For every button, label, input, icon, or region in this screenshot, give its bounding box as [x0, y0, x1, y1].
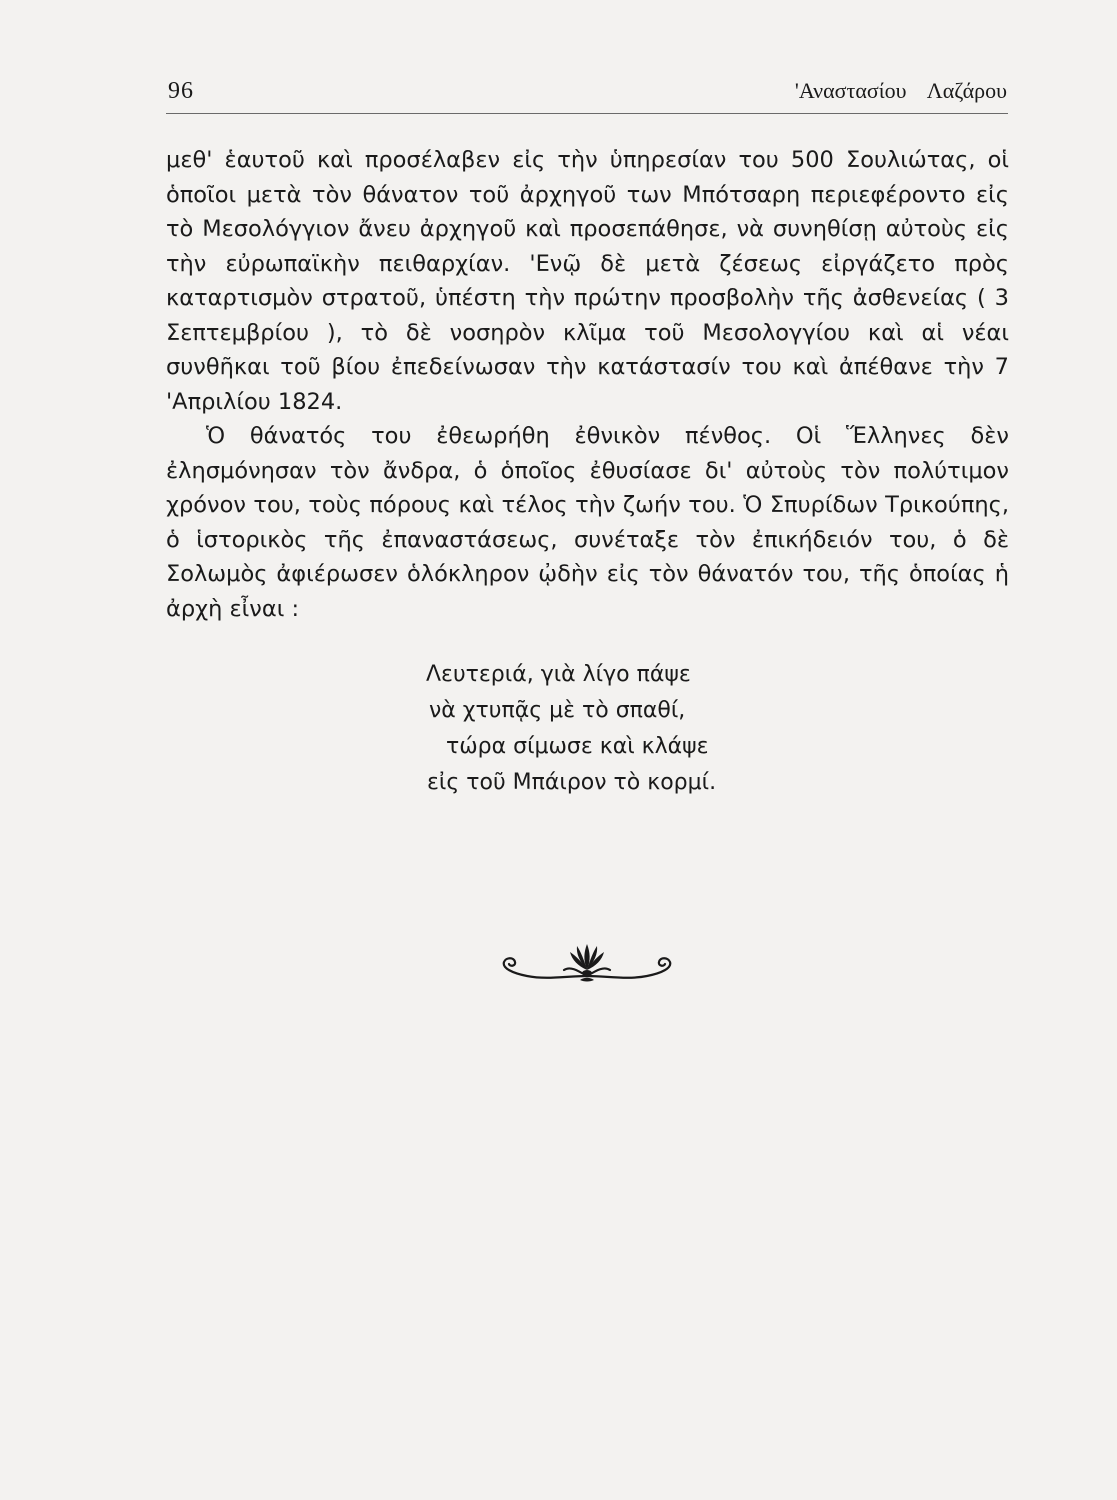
- poem-line: εἰς τοῦ Μπάιρον τὸ κορμί.: [427, 770, 717, 795]
- poem-line: τώρα σίμωσε καὶ κλάψε: [446, 734, 709, 759]
- header-rule: [166, 113, 1008, 114]
- paragraph-2: Ὁ θάνατός του ἐθεωρήθη ἐθνικὸν πένθος. Οἱ Ἕλληνες δὲν ἐλησμόνησαν τὸν ἄνδρα, ὁ ὁποῖος ἐθυσίασε δι' αὐτοὺς τὸν πολύτιμον χρόνον του, τοὺς πόρους καὶ τέλος τὴν ζωήν του. Ὁ Σπυρίδων Τρικούπης, ὁ ἱστορικὸς τῆς ἐπαναστάσεως, συνέταξε τὸν ἐπικήδειόν του, ὁ δὲ Σολωμὸς ἀφιέρωσεν ὁλόκληρον ᾠδὴν εἰς τὸν θάνατόν του, τῆς ὁποίας ἡ ἀρχὴ εἶναι :: [166, 423, 1009, 622]
- poem-line: νὰ χτυπᾷς μὲ τὸ σπαθί,: [429, 698, 686, 723]
- poem-line: Λευτεριά, γιὰ λίγο πάψε: [426, 662, 691, 687]
- page-number: 96: [168, 78, 194, 104]
- body-text: [166, 143, 1009, 626]
- floral-tailpiece-icon: [492, 936, 682, 988]
- paragraph-1: μεθ' ἑαυτοῦ καὶ προσέλαβεν εἰς τὴν ὑπηρεσίαν του 500 Σουλιώτας, οἱ ὁποῖοι μετὰ τὸν θάνατον τοῦ ἀρχηγοῦ των Μπότσαρη περιεφέροντο εἰς τὸ Μεσολόγγιον ἄνευ ἀρχηγοῦ καὶ προσεπάθησε, νὰ συνηθίσῃ αὐτοὺς εἰς τὴν εὐρωπαϊκὴν πειθαρχίαν. 'Ενῷ δὲ μετὰ ζέσεως εἰργάζετο πρὸς καταρτισμὸν στρατοῦ, ὑπέστη τὴν πρώτην προσβολὴν τῆς ἀσθενείας ( 3 Σεπτεμβρίου ), τὸ δὲ νοσηρὸν κλῖμα τοῦ Μεσολογγίου καὶ αἱ νέαι συνθῆκαι τοῦ βίου ἐπεδείνωσαν τὴν κατάστασίν του καὶ ἀπέθανε τὴν 7 'Απριλίου 1824.: [166, 147, 1009, 415]
- running-head: 'Αναστασίου Λαζάρου: [794, 78, 1007, 103]
- poem-stanza: [426, 657, 716, 801]
